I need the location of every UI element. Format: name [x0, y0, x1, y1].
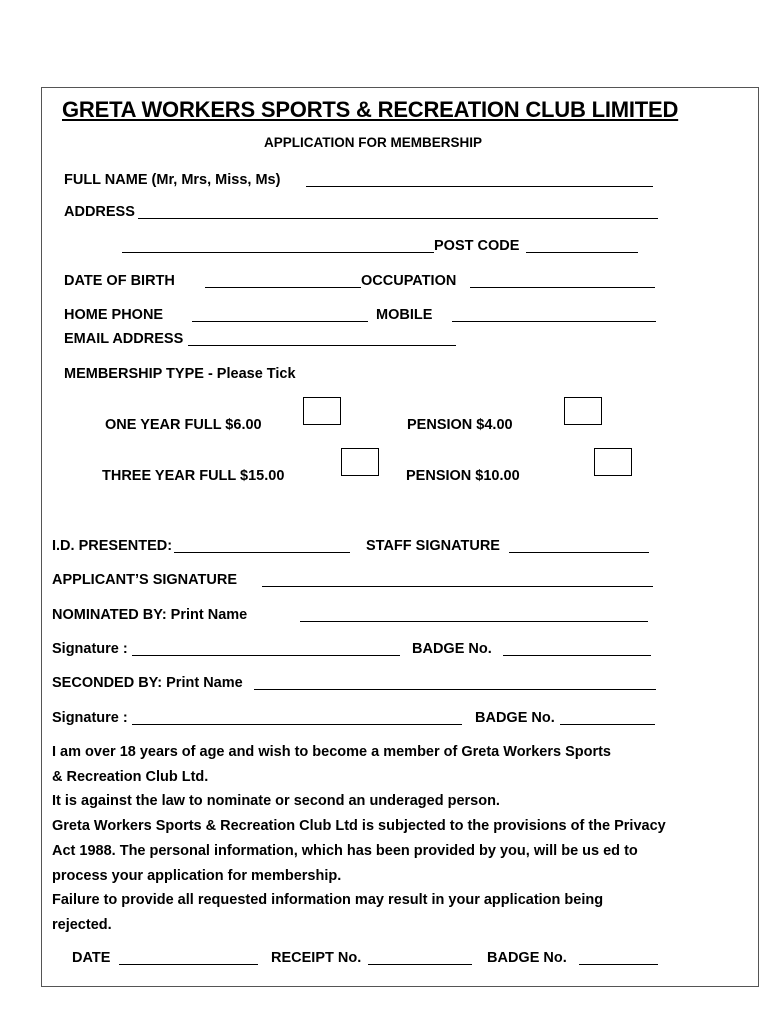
post-code-label: POST CODE [434, 238, 520, 254]
nominator-badge-field[interactable] [503, 655, 651, 656]
pension-three-year-label: PENSION $10.00 [406, 468, 520, 484]
footer-badge-label: BADGE No. [487, 950, 567, 966]
nominator-signature-label: Signature : [52, 641, 128, 657]
id-presented-field[interactable] [174, 552, 350, 553]
nominator-signature-field[interactable] [132, 655, 400, 656]
nominated-by-label: NOMINATED BY: Print Name [52, 607, 248, 623]
nominator-badge-label: BADGE No. [412, 641, 492, 657]
declaration-line: Failure to provide all requested information may result in your application being [52, 892, 604, 909]
declaration-line: Act 1988. The personal information, which has been provided by you, will be us ed to [52, 842, 638, 859]
full-name-field[interactable] [306, 186, 653, 187]
footer-badge-field[interactable] [579, 964, 658, 965]
pension-one-year-checkbox[interactable] [564, 397, 602, 425]
declaration-line: I am over 18 years of age and wish to become a member of Greta Workers Sports [52, 744, 611, 760]
form-title: GRETA WORKERS SPORTS & RECREATION CLUB LIMITED [62, 97, 679, 122]
home-phone-label: HOME PHONE [64, 307, 164, 323]
pension-one-year-label: PENSION $4.00 [407, 417, 513, 433]
seconder-badge-field[interactable] [560, 724, 655, 725]
date-field[interactable] [119, 964, 258, 965]
receipt-no-field[interactable] [368, 964, 472, 965]
declaration-line: & Recreation Club Ltd. [52, 768, 209, 785]
seconder-signature-label: Signature : [52, 710, 128, 726]
three-year-full-label: THREE YEAR FULL $15.00 [102, 468, 285, 484]
address-line-2-field[interactable] [122, 252, 434, 253]
date-of-birth-label: DATE OF BIRTH [64, 273, 175, 289]
mobile-label: MOBILE [376, 307, 433, 323]
seconded-by-field[interactable] [254, 689, 656, 690]
home-phone-field[interactable] [192, 321, 368, 322]
membership-type-heading: MEMBERSHIP TYPE - Please Tick [64, 366, 296, 382]
post-code-field[interactable] [526, 252, 638, 253]
declaration-line: rejected. [52, 916, 112, 933]
address-field[interactable] [138, 218, 658, 219]
occupation-label: OCCUPATION [361, 273, 457, 289]
declaration-line: Greta Workers Sports & Recreation Club Ltd is subjected to the provisions of the Privacy [52, 818, 666, 835]
date-of-birth-field[interactable] [205, 287, 361, 288]
email-label: EMAIL ADDRESS [64, 331, 184, 347]
address-label: ADDRESS [64, 204, 135, 220]
occupation-field[interactable] [470, 287, 655, 288]
applicant-signature-field[interactable] [262, 586, 653, 587]
three-year-full-checkbox[interactable] [341, 448, 379, 476]
declaration-line: It is against the law to nominate or second an underaged person. [52, 793, 500, 810]
pension-three-year-checkbox[interactable] [594, 448, 632, 476]
receipt-no-label: RECEIPT No. [271, 950, 362, 966]
form-subtitle: APPLICATION FOR MEMBERSHIP [264, 135, 483, 150]
declaration-text [52, 740, 717, 938]
seconder-signature-field[interactable] [132, 724, 462, 725]
one-year-full-label: ONE YEAR FULL $6.00 [105, 417, 262, 433]
staff-signature-field[interactable] [509, 552, 649, 553]
email-field[interactable] [188, 345, 456, 346]
applicant-signature-label: APPLICANT’S SIGNATURE [52, 572, 238, 588]
nominated-by-field[interactable] [300, 621, 648, 622]
mobile-field[interactable] [452, 321, 656, 322]
seconded-by-label: SECONDED BY: Print Name [52, 675, 243, 691]
id-presented-label: I.D. PRESENTED: [52, 538, 173, 554]
date-label: DATE [72, 950, 111, 966]
one-year-full-checkbox[interactable] [303, 397, 341, 425]
declaration-line: process your application for membership. [52, 867, 342, 884]
full-name-label: FULL NAME (Mr, Mrs, Miss, Ms) [64, 172, 281, 188]
seconder-badge-label: BADGE No. [475, 710, 555, 726]
staff-signature-label: STAFF SIGNATURE [366, 538, 500, 554]
